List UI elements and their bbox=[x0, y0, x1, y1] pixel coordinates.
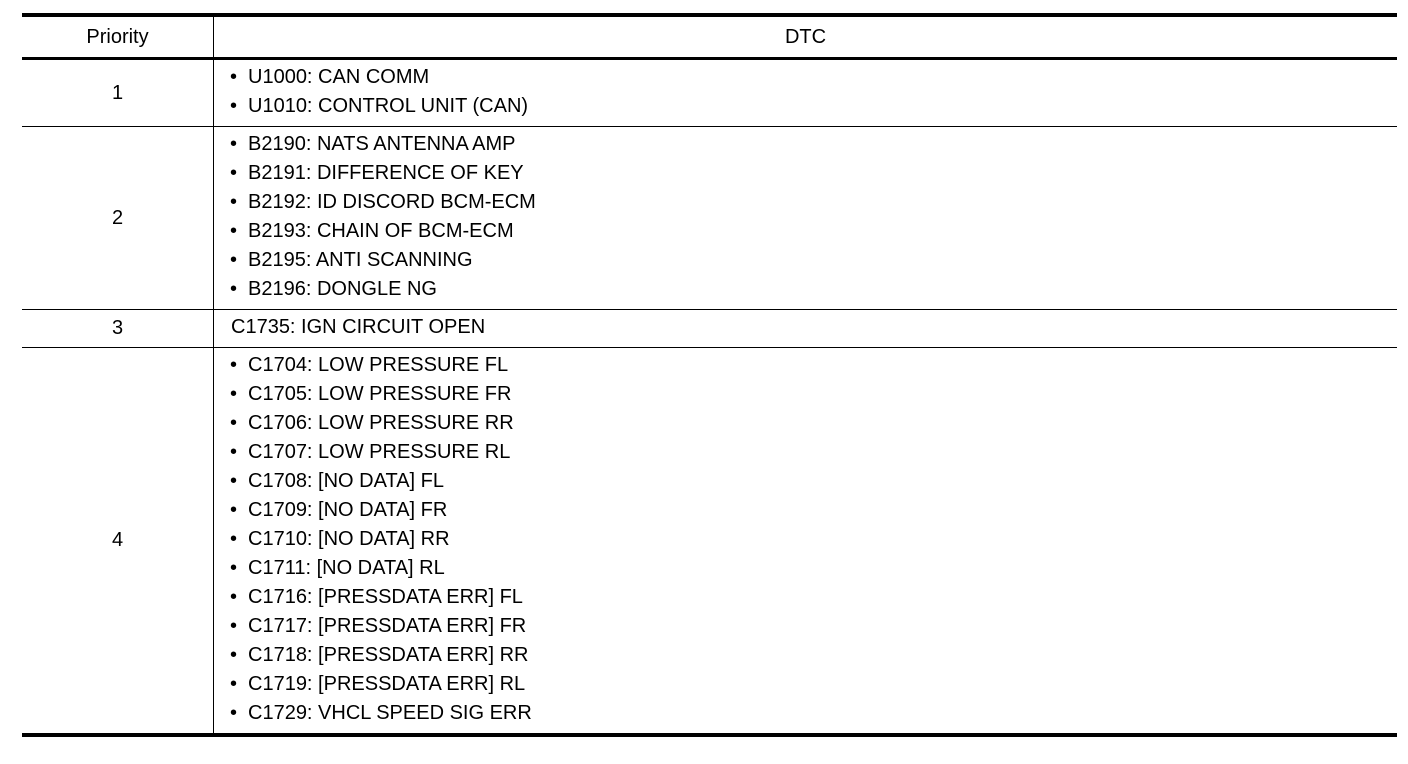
dtc-list bbox=[226, 351, 1387, 728]
dtc-list-item: • C1706: LOW PRESSURE RR bbox=[226, 409, 1387, 438]
priority-cell: 2 bbox=[22, 127, 214, 310]
dtc-list-item: • U1010: CONTROL UNIT (CAN) bbox=[226, 92, 1387, 121]
table-header-row bbox=[22, 15, 1397, 59]
dtc-list-item: • C1719: [PRESSDATA ERR] RL bbox=[226, 670, 1387, 699]
dtc-list-item: • C1717: [PRESSDATA ERR] FR bbox=[226, 612, 1387, 641]
table-row bbox=[22, 127, 1397, 310]
dtc-list-item: • U1000: CAN COMM bbox=[226, 63, 1387, 92]
dtc-list-item: • B2195: ANTI SCANNING bbox=[226, 246, 1387, 275]
dtc-list-item: • B2191: DIFFERENCE OF KEY bbox=[226, 159, 1387, 188]
table-row bbox=[22, 310, 1397, 348]
dtc-list-item: • C1718: [PRESSDATA ERR] RR bbox=[226, 641, 1387, 670]
priority-cell: 1 bbox=[22, 59, 214, 127]
dtc-list-item: • C1716: [PRESSDATA ERR] FL bbox=[226, 583, 1387, 612]
dtc-list bbox=[226, 63, 1387, 121]
dtc-list-item: • C1707: LOW PRESSURE RL bbox=[226, 438, 1387, 467]
dtc-list-item: • B2196: DONGLE NG bbox=[226, 275, 1387, 304]
dtc-cell: C1735: IGN CIRCUIT OPEN bbox=[214, 310, 1398, 348]
dtc-list-item: • C1704: LOW PRESSURE FL bbox=[226, 351, 1387, 380]
dtc-cell bbox=[214, 127, 1398, 310]
dtc-list-item: • C1705: LOW PRESSURE FR bbox=[226, 380, 1387, 409]
dtc-cell bbox=[214, 59, 1398, 127]
dtc-list-item: • B2190: NATS ANTENNA AMP bbox=[226, 130, 1387, 159]
priority-cell: 4 bbox=[22, 348, 214, 736]
dtc-list-item: • C1711: [NO DATA] RL bbox=[226, 554, 1387, 583]
dtc-list-item: • C1708: [NO DATA] FL bbox=[226, 467, 1387, 496]
dtc-cell bbox=[214, 348, 1398, 736]
table-row bbox=[22, 59, 1397, 127]
dtc-list-item: • C1709: [NO DATA] FR bbox=[226, 496, 1387, 525]
dtc-list-item: • C1710: [NO DATA] RR bbox=[226, 525, 1387, 554]
dtc-list-item: • C1729: VHCL SPEED SIG ERR bbox=[226, 699, 1387, 728]
dtc-list-item: • B2193: CHAIN OF BCM-ECM bbox=[226, 217, 1387, 246]
dtc-priority-table bbox=[22, 13, 1397, 737]
dtc-list-item: • B2192: ID DISCORD BCM-ECM bbox=[226, 188, 1387, 217]
table-row bbox=[22, 348, 1397, 736]
priority-cell: 3 bbox=[22, 310, 214, 348]
dtc-column-header: DTC bbox=[214, 15, 1398, 59]
priority-column-header: Priority bbox=[22, 15, 214, 59]
dtc-list bbox=[226, 130, 1387, 304]
